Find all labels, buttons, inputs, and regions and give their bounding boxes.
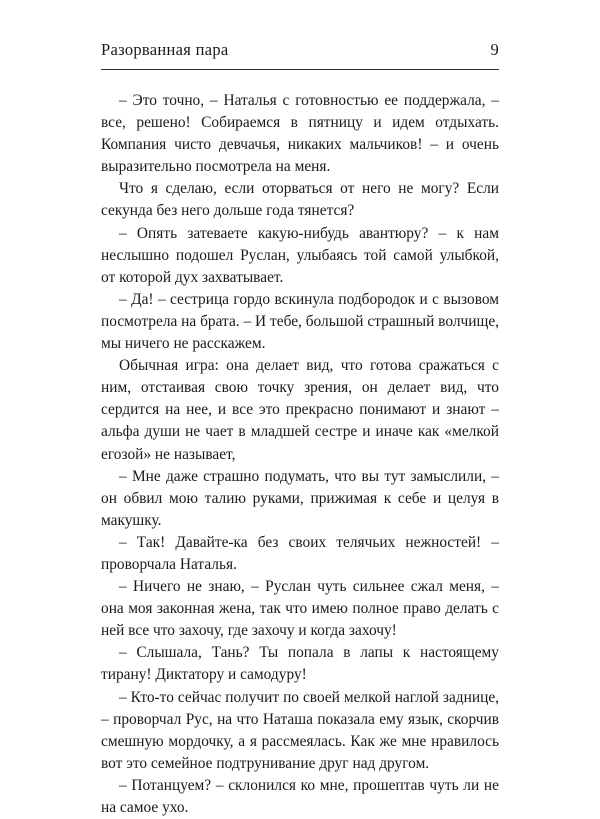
running-header xyxy=(101,40,499,64)
page-number: 9 xyxy=(490,40,499,59)
paragraph: – Так! Давайте-ка без своих телячьих нежностей! – проворчала Наталья. xyxy=(101,533,499,573)
paragraph: – Потанцуем? – склонился ко мне, прошептав чуть ли не на самое ухо. xyxy=(101,776,499,816)
paragraph: – Ничего не знаю, – Руслан чуть сильнее сжал меня, – она моя законная жена, так что имею полное право делать с ней все что захочу, где захочу и когда захочу! xyxy=(101,578,499,640)
paragraph: – Да! – сестрица гордо вскинула подбородок и с вызовом посмотрела на брата. – И тебе, большой страшный волчище, мы ничего не расскажем. xyxy=(101,290,499,353)
paragraph: – Опять затеваете какую-нибудь авантюру? – к нам неслышно подошел Руслан, улыбаясь той самой улыбкой, от которой дух захватывает. xyxy=(101,224,499,286)
book-title: Разорванная пара xyxy=(101,40,229,59)
paragraph: Что я сделаю, если оторваться от него не могу? Если секунда без него дольше года тянется? xyxy=(101,180,499,220)
body-text xyxy=(101,90,499,819)
paragraph: – Кто-то сейчас получит по своей мелкой наглой заднице, – проворчал Рус, на что Наташа показала ему язык, скорчив смешную мордочку, а я рассмеялась. Как же мне нравилось вот это семейное подтрунивание друг над другом. xyxy=(101,688,499,772)
paragraph: Обычная игра: она делает вид, что готова сражаться с ним, отстаивая свою точку зрения, он делает вид, что сердится на нее, и все это прекрасно понимают и знают – альфа души не чает в младшей сестре и иначе как «мелкой егозой» не называет, xyxy=(101,357,499,463)
paragraph: – Мне даже страшно подумать, что вы тут замыслили, – он обвил мою талию руками, прижимая к себе и целуя в макушку. xyxy=(101,467,499,529)
header-rule xyxy=(101,69,499,70)
paragraph: – Слышала, Тань? Ты попала в лапы к настоящему тирану! Диктатору и самодуру! xyxy=(101,644,499,684)
paragraph: – Это точно, – Наталья с готовностью ее поддержала, – все, решено! Собираемся в пятницу и идем отдыхать. Компания чисто девчачья, никаких мальчиков! – и очень выразительно посмотрела на меня. xyxy=(101,92,499,176)
